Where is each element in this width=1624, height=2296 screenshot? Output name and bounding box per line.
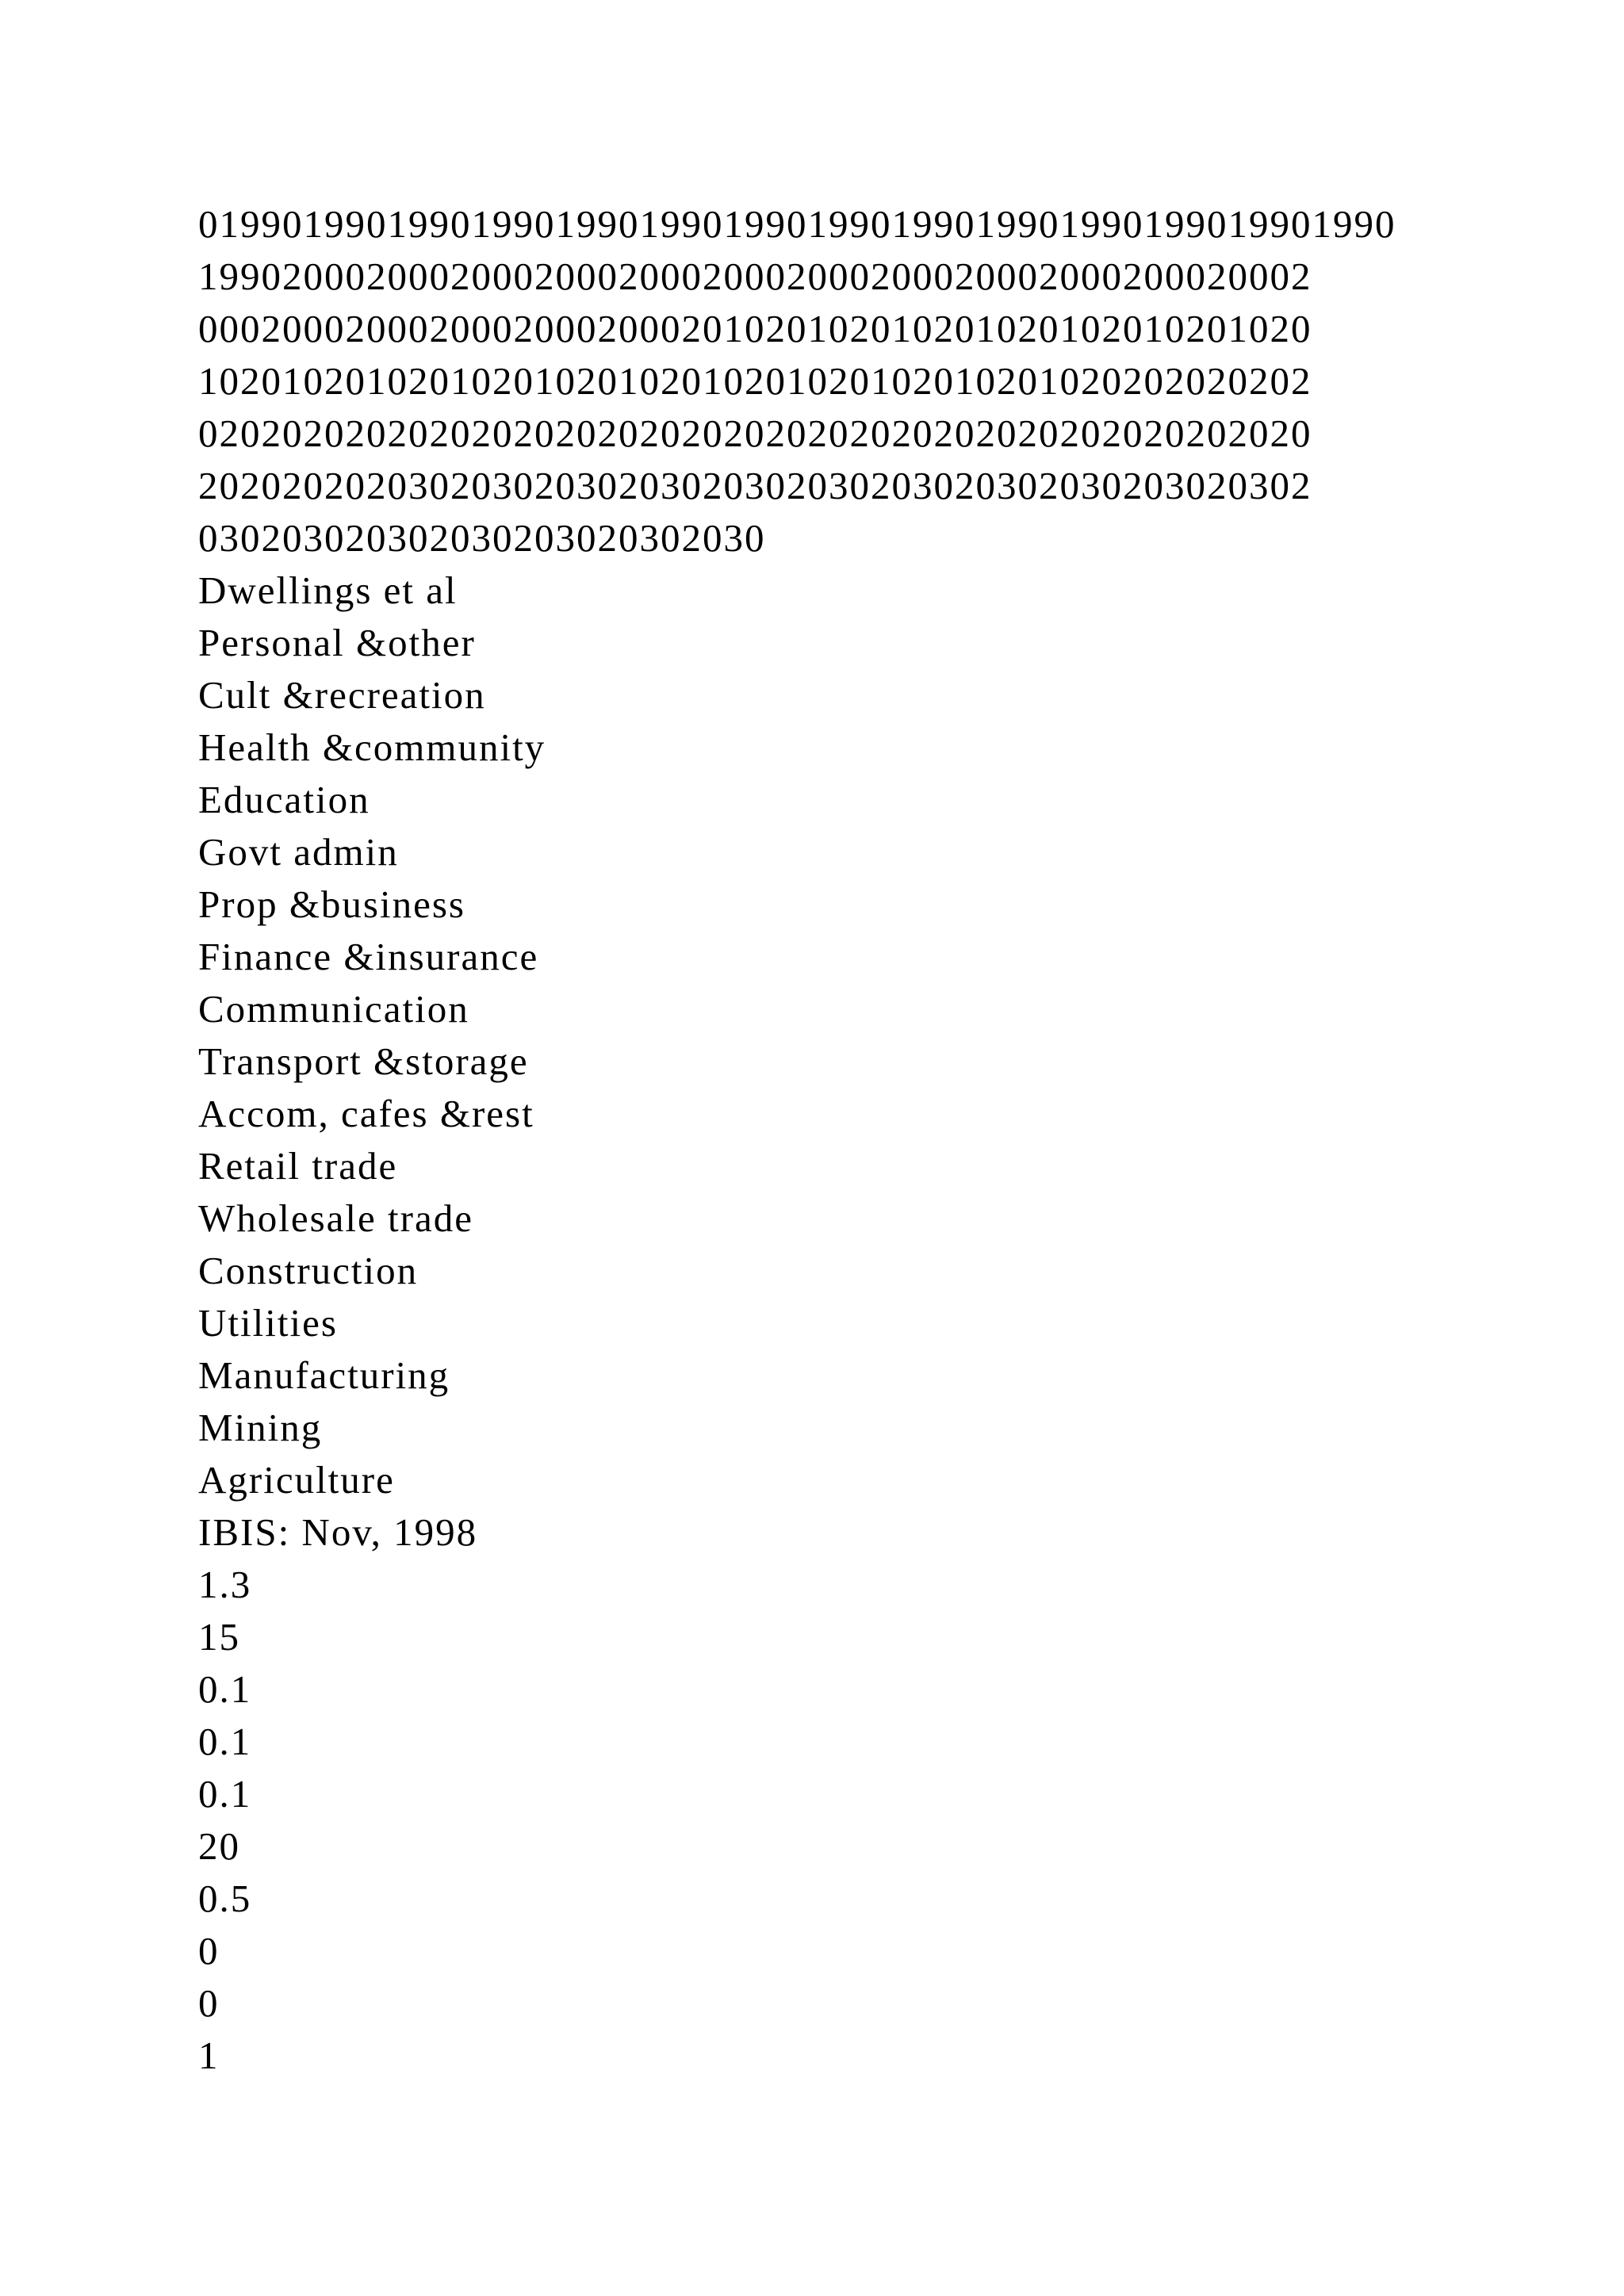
value-cell: 0.5	[198, 1877, 252, 1920]
year-row: 030203020302030203020302030	[198, 516, 766, 560]
year-row: 02020202020202020202020202020202020202020202020202020	[198, 411, 1312, 455]
value-cell: 0.1	[198, 1720, 252, 1763]
industry-label: Manufacturing	[198, 1353, 450, 1397]
year-row: 019901990199019901990199019901990199019901990199019901990	[198, 202, 1396, 246]
value-cell: 20	[198, 1824, 240, 1868]
industry-label: Construction	[198, 1249, 419, 1292]
value-cell: 0	[198, 1929, 220, 1973]
industry-label: Personal &other	[198, 621, 476, 664]
industry-label: Agriculture	[198, 1458, 395, 1502]
document-text	[198, 198, 1451, 2082]
industry-label: Communication	[198, 987, 469, 1031]
industry-label: Accom, cafes &rest	[198, 1092, 534, 1135]
industry-label: Utilities	[198, 1301, 338, 1345]
value-cell: 1	[198, 2034, 220, 2077]
industry-label: Dwellings et al	[198, 568, 458, 612]
industry-label: Education	[198, 778, 370, 821]
value-cell: 0.1	[198, 1772, 252, 1816]
industry-label: Mining	[198, 1406, 323, 1449]
source-note: IBIS: Nov, 1998	[198, 1510, 478, 1554]
industry-label: Retail trade	[198, 1144, 398, 1188]
industry-label: Cult &recreation	[198, 673, 486, 717]
value-cell: 15	[198, 1615, 240, 1659]
value-cell: 1.3	[198, 1563, 252, 1606]
value-cell: 0.1	[198, 1667, 252, 1711]
year-row: 10201020102010201020102010201020102010201020202020202	[198, 359, 1312, 403]
year-row: 19902000200020002000200020002000200020002000200020002	[198, 254, 1312, 298]
value-cell: 0	[198, 1981, 220, 2025]
industry-label: Prop &business	[198, 882, 466, 926]
industry-label: Health &community	[198, 725, 546, 769]
year-row: 00020002000200020002000201020102010201020102010201020	[198, 307, 1312, 350]
industry-label: Finance &insurance	[198, 935, 539, 978]
industry-label: Wholesale trade	[198, 1196, 473, 1240]
year-row: 20202020203020302030203020302030203020302030203020302	[198, 464, 1312, 507]
industry-label: Govt admin	[198, 830, 399, 874]
industry-label: Transport &storage	[198, 1039, 529, 1083]
